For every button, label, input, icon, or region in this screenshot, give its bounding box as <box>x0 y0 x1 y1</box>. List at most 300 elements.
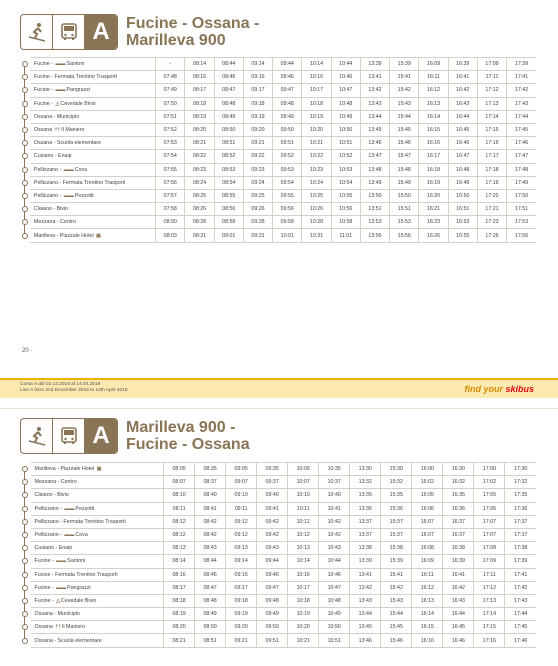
departure-time: 09:19 <box>226 608 257 621</box>
departure-time: 13:43 <box>360 97 389 110</box>
stop-name: Claiano - Bivio <box>31 489 164 502</box>
departure-time: 08:37 <box>195 476 226 489</box>
departure-time: 10:48 <box>331 97 360 110</box>
departure-time: 10:12 <box>288 515 319 528</box>
departure-time: 16:13 <box>419 97 448 110</box>
departure-time: 17:14 <box>477 110 506 123</box>
hotel-icon: ▣ <box>96 232 101 239</box>
ski-lift-icon: ▬▬ <box>56 558 67 565</box>
departure-time: 10:48 <box>319 594 350 607</box>
season-info <box>20 382 127 394</box>
departure-time: 08:21 <box>185 137 214 150</box>
departure-time: 15:39 <box>390 58 419 71</box>
route-line <box>20 110 30 123</box>
stop-name: Fucine - Fermata Trentino Trasporti <box>30 71 156 84</box>
route-title <box>126 15 259 49</box>
timetable-outbound <box>20 57 536 243</box>
route-line <box>20 150 30 163</box>
departure-time: 09:14 <box>243 58 272 71</box>
departure-time: 09:11 <box>226 502 257 515</box>
departure-time: 08:51 <box>214 137 243 150</box>
departure-time: 09:50 <box>257 621 288 634</box>
departure-time: 10:20 <box>288 621 319 634</box>
departure-time: 08:42 <box>195 515 226 528</box>
departure-time: 10:43 <box>319 542 350 555</box>
stop-marker-icon <box>22 87 28 93</box>
departure-time: 16:02 <box>412 476 443 489</box>
departure-time: 09:20 <box>243 123 272 136</box>
departure-time: 16:39 <box>448 58 477 71</box>
table-row <box>20 621 536 634</box>
departure-time: 10:46 <box>331 71 360 84</box>
table-row <box>20 594 536 607</box>
departure-time: 08:49 <box>214 110 243 123</box>
departure-time: 13:48 <box>360 163 389 176</box>
table-row <box>20 163 536 176</box>
departure-time: 15:43 <box>381 594 412 607</box>
departure-time: 16:47 <box>448 150 477 163</box>
departure-time: 10:40 <box>319 489 350 502</box>
departure-time: 10:25 <box>302 189 331 202</box>
departure-time: 09:01 <box>214 229 243 242</box>
departure-time: 09:44 <box>273 58 302 71</box>
departure-time: 17:12 <box>477 84 506 97</box>
departure-time: 08:44 <box>214 58 243 71</box>
departure-time: 17:47 <box>507 150 536 163</box>
departure-time: 17:39 <box>505 555 536 568</box>
route-line <box>20 97 30 110</box>
departure-time: 17:06 <box>474 502 505 515</box>
departure-time: 15:45 <box>381 621 412 634</box>
departure-time: 17:11 <box>477 71 506 84</box>
departure-time: 08:14 <box>185 58 214 71</box>
departure-time: 13:42 <box>350 581 381 594</box>
departure-time: 16:44 <box>448 110 477 123</box>
departure-time: 10:42 <box>319 515 350 528</box>
departure-time: 17:42 <box>507 84 536 97</box>
stop-marker-icon <box>22 585 28 591</box>
departure-time: 17:48 <box>507 163 536 176</box>
departure-time: 10:01 <box>273 229 302 242</box>
stop-name: Pellizzano - ▬▬Cova <box>30 163 156 176</box>
departure-time: 08:05 <box>164 463 195 476</box>
departure-time: 09:16 <box>243 71 272 84</box>
table-row <box>20 97 536 110</box>
skier-icon <box>21 15 53 49</box>
departure-time: 16:41 <box>443 568 474 581</box>
departure-time: 10:16 <box>288 568 319 581</box>
departure-time: 15:44 <box>381 608 412 621</box>
route-line <box>20 542 31 555</box>
departure-time: 13:39 <box>350 555 381 568</box>
route-line <box>20 123 30 136</box>
departure-time: 09:12 <box>226 528 257 541</box>
stop-marker-icon <box>22 598 28 604</box>
route-line <box>20 137 30 150</box>
departure-time: 17:53 <box>507 216 536 229</box>
departure-time: 10:53 <box>331 163 360 176</box>
stop-marker-icon <box>22 611 28 617</box>
departure-time: 08:23 <box>185 163 214 176</box>
table-row <box>20 489 536 502</box>
stop-marker-icon <box>22 206 28 212</box>
route-line <box>20 489 31 502</box>
route-line <box>20 568 31 581</box>
table-row <box>20 502 536 515</box>
stop-marker-icon <box>22 479 28 485</box>
departure-time: 08:46 <box>214 71 243 84</box>
departure-time: 08:44 <box>195 555 226 568</box>
stop-name: Fucine - ▬▬Pangrazzi <box>31 581 164 594</box>
departure-time: 17:08 <box>474 542 505 555</box>
departure-time: 08:50 <box>214 123 243 136</box>
departure-time: 09:13 <box>226 542 257 555</box>
departure-time: 17:15 <box>474 621 505 634</box>
departure-time: 10:50 <box>319 621 350 634</box>
departure-time: 17:07 <box>474 528 505 541</box>
departure-time: 15:56 <box>390 229 419 242</box>
route-line <box>20 555 31 568</box>
table-row <box>20 634 536 647</box>
departure-time: 17:46 <box>505 634 536 647</box>
table-row <box>20 555 536 568</box>
stop-marker-icon <box>22 558 28 564</box>
route-line <box>20 216 30 229</box>
departure-time: 17:41 <box>505 568 536 581</box>
stop-marker-icon <box>22 545 28 551</box>
departure-time: 08:20 <box>164 621 195 634</box>
departure-time: 10:11 <box>288 502 319 515</box>
departure-time: 16:13 <box>412 594 443 607</box>
camping-icon: △ <box>56 597 61 604</box>
departure-time: 08:24 <box>185 176 214 189</box>
departure-time: 08:19 <box>164 608 195 621</box>
departure-time: 09:35 <box>257 463 288 476</box>
departure-time: 09:19 <box>243 110 272 123</box>
departure-time: 10:44 <box>319 555 350 568</box>
route-line <box>20 463 31 476</box>
departure-time: 09:07 <box>226 476 257 489</box>
departure-time: 17:45 <box>505 621 536 634</box>
table-row <box>20 515 536 528</box>
departure-time: 17:30 <box>505 463 536 476</box>
departure-time: 09:23 <box>243 163 272 176</box>
stop-name: Mezzana - Centro <box>30 216 156 229</box>
table-row <box>20 110 536 123</box>
departure-time: 15:35 <box>381 489 412 502</box>
departure-time: 13:44 <box>350 608 381 621</box>
table-row <box>20 581 536 594</box>
departure-time: 09:54 <box>273 176 302 189</box>
departure-time: 17:11 <box>474 568 505 581</box>
departure-time: 10:31 <box>302 229 331 242</box>
departure-time: 16:07 <box>412 515 443 528</box>
departure-time: 10:56 <box>331 203 360 216</box>
route-line <box>20 502 31 515</box>
departure-time: 13:37 <box>350 515 381 528</box>
departure-time: 09:18 <box>243 97 272 110</box>
departure-time: 17:39 <box>507 58 536 71</box>
departure-time: 09:40 <box>257 489 288 502</box>
departure-time: 10:55 <box>331 189 360 202</box>
route-header-1 <box>20 14 259 50</box>
route-line <box>20 58 30 71</box>
departure-time: 17:35 <box>505 489 536 502</box>
departure-time: 17:13 <box>474 594 505 607</box>
departure-time: 16:43 <box>448 97 477 110</box>
table-row <box>20 203 536 216</box>
departure-time: 08:12 <box>164 515 195 528</box>
departure-time: 09:20 <box>226 621 257 634</box>
departure-time: 08:13 <box>164 542 195 555</box>
departure-time: 16:44 <box>443 608 474 621</box>
departure-time: 09:12 <box>226 515 257 528</box>
departure-time: 07:53 <box>156 137 185 150</box>
page-number: 20 · <box>22 348 33 354</box>
departure-time: 09:51 <box>273 137 302 150</box>
departure-time: 17:02 <box>474 476 505 489</box>
departure-time: 16:46 <box>443 634 474 647</box>
departure-time: 13:30 <box>350 463 381 476</box>
departure-time: 13:46 <box>350 634 381 647</box>
departure-time: 09:14 <box>226 555 257 568</box>
departure-time: 09:28 <box>243 216 272 229</box>
departure-time: - <box>156 58 185 71</box>
departure-time: 16:39 <box>443 555 474 568</box>
departure-time: 07:57 <box>156 189 185 202</box>
departure-time: 09:52 <box>273 150 302 163</box>
departure-time: 17:21 <box>477 203 506 216</box>
skier-icon <box>21 419 53 453</box>
departure-time: 10:21 <box>288 634 319 647</box>
departure-time: 09:56 <box>273 203 302 216</box>
departure-time: 17:23 <box>477 216 506 229</box>
departure-time: 07:54 <box>156 150 185 163</box>
departure-time: 15:51 <box>390 203 419 216</box>
departure-time: 10:49 <box>319 608 350 621</box>
ski-lift-icon: ▬▬ <box>55 61 66 68</box>
departure-time: 10:51 <box>319 634 350 647</box>
departure-time: 17:09 <box>474 555 505 568</box>
departure-time: 08:50 <box>195 621 226 634</box>
departure-time: 15:48 <box>390 163 419 176</box>
season-line-en: Line A form 2nd December 2018 to 14th April 2019 <box>20 388 128 393</box>
table-row <box>20 150 536 163</box>
route-letter: A <box>85 15 117 49</box>
departure-time: 09:51 <box>257 634 288 647</box>
stop-name: Pellizzano - ▬▬Pezzotti <box>30 189 156 202</box>
departure-time: 15:37 <box>381 528 412 541</box>
route-line <box>20 608 31 621</box>
departure-time: 15:46 <box>390 137 419 150</box>
departure-time: 13:50 <box>360 189 389 202</box>
table-row <box>20 58 536 71</box>
departure-time: 09:37 <box>257 476 288 489</box>
departure-time: 10:22 <box>302 150 331 163</box>
departure-time: 09:25 <box>243 189 272 202</box>
departure-time: 16:42 <box>443 581 474 594</box>
stop-marker-icon <box>22 233 28 239</box>
brand-logo: find your skibus <box>464 384 534 394</box>
departure-time: 10:35 <box>319 463 350 476</box>
departure-time: 17:37 <box>505 528 536 541</box>
departure-time: 13:36 <box>350 502 381 515</box>
departure-time: 08:14 <box>164 555 195 568</box>
departure-time: 10:47 <box>331 84 360 97</box>
departure-time: 17:16 <box>474 634 505 647</box>
departure-time: 08:53 <box>214 163 243 176</box>
departure-time: 17:38 <box>505 542 536 555</box>
route-line <box>20 476 31 489</box>
departure-time: 17:19 <box>477 176 506 189</box>
departure-time: 10:14 <box>288 555 319 568</box>
departure-time: 07:58 <box>156 203 185 216</box>
table-row <box>20 229 536 242</box>
departure-time: 17:37 <box>505 515 536 528</box>
stop-name: Pellizzano - ▬▬Pezzotti <box>31 502 164 515</box>
departure-time: 17:05 <box>474 489 505 502</box>
departure-time: 10:46 <box>319 568 350 581</box>
departure-time: 16:00 <box>412 463 443 476</box>
departure-time: 08:48 <box>214 97 243 110</box>
departure-time: 10:20 <box>302 123 331 136</box>
departure-time: 09:50 <box>273 123 302 136</box>
restaurant-icon: †† <box>54 127 61 134</box>
departure-time: 16:19 <box>419 176 448 189</box>
divider <box>0 408 558 409</box>
departure-time: 13:41 <box>360 71 389 84</box>
stop-name: Fucine - △Cevedale Bivio <box>31 594 164 607</box>
stop-marker-icon <box>22 492 28 498</box>
departure-time: 09:55 <box>273 189 302 202</box>
stop-marker-icon <box>22 193 28 199</box>
departure-time: 07:49 <box>156 84 185 97</box>
departure-time: 17:45 <box>507 123 536 136</box>
departure-time: 09:42 <box>257 528 288 541</box>
departure-time: 16:48 <box>448 163 477 176</box>
departure-time: 13:41 <box>350 568 381 581</box>
departure-time: 16:15 <box>419 123 448 136</box>
departure-time: 17:17 <box>477 150 506 163</box>
departure-time: 17:56 <box>507 229 536 242</box>
departure-time: 08:21 <box>164 634 195 647</box>
stop-name: Fucine - △Cevedale Bivio <box>30 97 156 110</box>
departure-time: 10:42 <box>319 528 350 541</box>
route-line <box>20 176 30 189</box>
departure-time: 15:42 <box>390 84 419 97</box>
departure-time: 08:55 <box>214 189 243 202</box>
departure-time: 09:48 <box>273 97 302 110</box>
departure-time: 10:58 <box>331 216 360 229</box>
departure-time: 17:14 <box>474 608 505 621</box>
departure-time: 16:12 <box>419 84 448 97</box>
departure-time: 08:49 <box>195 608 226 621</box>
departure-time: 07:56 <box>156 176 185 189</box>
stop-marker-icon <box>22 140 28 146</box>
departure-time: 10:18 <box>302 97 331 110</box>
departure-time: 08:16 <box>164 568 195 581</box>
departure-time: 13:51 <box>360 203 389 216</box>
departure-time: 13:47 <box>360 150 389 163</box>
route-line <box>20 163 30 176</box>
stop-marker-icon <box>22 532 28 538</box>
stop-name: Marilleva - Piazzale Hotel ▣ <box>30 229 156 242</box>
departure-time: 09:17 <box>243 84 272 97</box>
camping-icon: △ <box>55 100 60 107</box>
stop-marker-icon <box>22 127 28 133</box>
departure-time: 16:26 <box>419 229 448 242</box>
departure-time: 09:43 <box>257 542 288 555</box>
departure-time: 08:11 <box>164 502 195 515</box>
departure-time: 15:37 <box>381 515 412 528</box>
departure-time: 08:19 <box>185 110 214 123</box>
stop-name: Ossana - Scuola elementare <box>31 634 164 647</box>
table-row <box>20 568 536 581</box>
departure-time: 16:38 <box>443 542 474 555</box>
stop-name: Fucine - ▬▬Santoni <box>30 58 156 71</box>
departure-time: 17:46 <box>507 137 536 150</box>
departure-time: 08:26 <box>185 203 214 216</box>
stop-marker-icon <box>22 74 28 80</box>
departure-time: 16:06 <box>412 502 443 515</box>
departure-time: 17:09 <box>477 58 506 71</box>
hotel-icon: ▣ <box>96 466 102 473</box>
departure-time: 09:46 <box>273 71 302 84</box>
departure-time: 17:41 <box>507 71 536 84</box>
departure-time: 15:32 <box>381 476 412 489</box>
departure-time: 17:42 <box>505 581 536 594</box>
departure-time: 08:18 <box>164 594 195 607</box>
departure-time: 16:37 <box>443 515 474 528</box>
route-title-line2: Marilleva 900 <box>126 32 226 49</box>
departure-time: 15:50 <box>390 189 419 202</box>
departure-time: 15:53 <box>390 216 419 229</box>
departure-time: 11:01 <box>331 229 360 242</box>
route-title-line1: Fucine - Ossana - <box>126 15 260 32</box>
departure-time: 08:03 <box>156 229 185 242</box>
departure-time: 10:24 <box>302 176 331 189</box>
departure-time: 08:41 <box>195 502 226 515</box>
departure-time: 10:19 <box>302 110 331 123</box>
stop-marker-icon <box>22 506 28 512</box>
departure-time: 16:46 <box>448 137 477 150</box>
departure-time: 10:51 <box>331 137 360 150</box>
ski-lift-icon: ▬▬ <box>63 166 74 173</box>
departure-time: 17:13 <box>477 97 506 110</box>
departure-time: 10:17 <box>302 84 331 97</box>
stop-name: Fucine - ▬▬Santoni <box>31 555 164 568</box>
route-line <box>20 71 30 84</box>
departure-time: 13:44 <box>360 110 389 123</box>
departure-time: 16:14 <box>419 110 448 123</box>
stop-name: Ossana - Scuola elementare <box>30 137 156 150</box>
route-badge <box>20 14 118 50</box>
departure-time: 17:49 <box>507 176 536 189</box>
stop-name: Mezzana - Centro <box>31 476 164 489</box>
departure-time: 15:45 <box>390 123 419 136</box>
departure-time: 17:36 <box>505 502 536 515</box>
departure-time: 08:31 <box>185 229 214 242</box>
departure-time: 10:13 <box>288 542 319 555</box>
table-row <box>20 123 536 136</box>
departure-time: 16:12 <box>412 581 443 594</box>
stop-name: Cusiano - Enaip <box>30 150 156 163</box>
departure-time: 16:15 <box>412 621 443 634</box>
route-line <box>20 634 31 647</box>
departure-time: 13:38 <box>350 542 381 555</box>
departure-time: 10:18 <box>288 594 319 607</box>
departure-time: 13:56 <box>360 229 389 242</box>
